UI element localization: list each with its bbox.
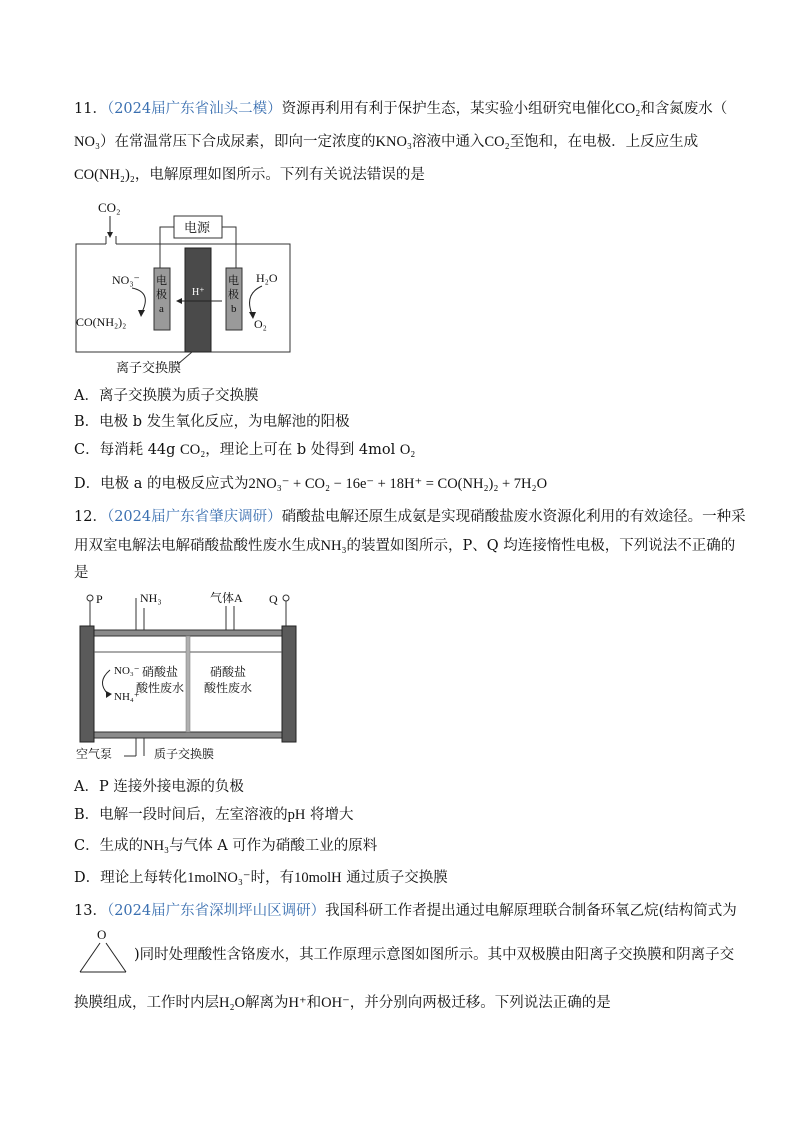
q11-option-c: [74, 440, 415, 460]
chem-co2-2: CO₂: [484, 134, 510, 150]
q12-curve-arrow: [102, 670, 110, 694]
q12-line-2: [74, 536, 735, 556]
q12-option-a: A．P 连接外接电源的负极: [74, 779, 244, 795]
q11-fig-h2o: H₂O: [256, 271, 278, 285]
q11-electrode-b-label-3: b: [231, 303, 237, 315]
q11-line-3: [74, 165, 425, 185]
q12-source: （2024届广东省肇庆调研）: [106, 509, 282, 525]
chem-nh3: NH₃: [320, 538, 347, 554]
q12-fig-air-pump: 空气泵: [76, 747, 113, 761]
q12-fig-nh4: NH₄⁺: [114, 691, 140, 703]
q13-text-3c: 和: [306, 995, 322, 1011]
q12-curve-arrowhead: [106, 691, 112, 698]
q12-terminal-p: [87, 595, 93, 601]
q11-text-2d: 至饱和，在电极．上反应生成: [509, 134, 699, 150]
q12-number: 12．: [74, 509, 107, 525]
chem-mol-no3: 1molNO₃⁻: [187, 870, 251, 886]
epoxide-oxygen: O: [97, 927, 107, 942]
q12-fig-p: P: [96, 592, 103, 606]
chem-h-plus: H⁺: [288, 995, 307, 1011]
q12-fig-membrane-label: 质子交换膜: [154, 747, 215, 761]
epoxide-bond-left: [80, 943, 100, 972]
q11-number: 11．: [74, 101, 107, 117]
q12-text-2a: 用双室电解法电解硝酸盐酸性废水生成: [74, 538, 321, 554]
chem-equation-d: 2NO₃⁻ + CO₂ − 16e⁻ + 18H⁺ = CO(NH₂)₂ + 7H₂O: [248, 476, 548, 492]
chem-o2: O₂: [399, 442, 416, 458]
q11-fig-co2: CO₂: [98, 200, 121, 215]
chem-oh-minus: OH⁻: [321, 995, 350, 1011]
q11-fig-power: 电源: [184, 220, 211, 235]
q12-bottom-wall: [94, 732, 284, 738]
q11-option-d-1: D．电极 a 的电极反应式为: [74, 476, 249, 492]
q13-text-3b: 解离为: [245, 995, 289, 1011]
q12-line-3: 是: [74, 565, 89, 581]
q13-line-1: [74, 901, 737, 921]
q11-curve-arrow-right: [250, 286, 262, 314]
chem-h2o: H₂O: [219, 995, 245, 1011]
q12-fig-right-1: 硝酸盐: [210, 665, 247, 679]
q11-co2-arrowhead: [107, 232, 113, 238]
q13-text-3d: ，并分别向两极迁移。下列说法正确的是: [349, 995, 611, 1011]
q12-option-d: [74, 868, 448, 888]
q12-option-d-1: D．理论上每转化: [74, 870, 188, 886]
q12-electrode-left: [80, 626, 94, 742]
q11-source: （2024届广东省汕头二模）: [106, 101, 282, 117]
epoxide-structure: [74, 926, 134, 978]
q12-fig-left-1: 硝酸盐: [142, 665, 179, 679]
chem-co2-3: CO₂: [180, 442, 206, 458]
q12-fig-gas-a: 气体A: [210, 591, 243, 605]
q12-option-c: [74, 836, 377, 856]
q12-fig-right-2: 酸性废水: [204, 681, 253, 695]
q11-ion-exchange-membrane: [185, 248, 211, 352]
q11-cell-box: [76, 244, 290, 352]
chem-urea: CO(NH₂)₂: [74, 167, 135, 183]
q12-option-b-1: B．电解一段时间后，左室溶液的: [74, 807, 288, 823]
q12-option-c-1: C．生成的: [74, 838, 144, 854]
q12-option-b: [74, 805, 354, 825]
q12-line-1: [74, 507, 746, 527]
q11-option-c-2: ，理论上可在 b 处得到 4mol: [205, 442, 396, 458]
q11-wire-left: [160, 227, 174, 268]
q12-option-c-2: 与气体 A 可作为硝酸工业的原料: [169, 838, 378, 854]
q13-text-1a: 我国科研工作者提出通过电解原理联合制备环氧乙烷(结构简式为: [325, 903, 737, 919]
q12-top-wall: [94, 630, 284, 636]
q12-proton-exchange-membrane: [186, 636, 190, 732]
q11-option-c-1: C．每消耗 44g: [74, 442, 176, 458]
q11-electrolysis-diagram: [72, 196, 302, 376]
q13-source: （2024届广东省深圳坪山区调研）: [106, 903, 326, 919]
q12-fig-left-2: 酸性废水: [136, 681, 185, 695]
q12-fig-no3: NO₃⁻: [114, 665, 140, 677]
q12-option-d-3: 通过质子交换膜: [346, 870, 448, 886]
q11-fig-h: H⁺: [192, 287, 205, 298]
chem-co2: CO₂: [615, 101, 641, 117]
q11-electrode-b-label-1: 电: [228, 275, 239, 287]
q11-electrode-a-label-3: a: [159, 303, 164, 315]
q13-text-3a: 换膜组成，工作时内层: [74, 995, 219, 1011]
q11-curve-arrowhead-left: [138, 310, 145, 317]
q11-proton-arrowhead: [176, 298, 182, 304]
epoxide-bond-right: [106, 943, 126, 972]
q13-number: 13．: [74, 903, 107, 919]
q12-terminal-q: [283, 595, 289, 601]
q12-text-2b: 的装置如图所示，P、Q 均连接惰性电极，下列说法不正确的: [346, 538, 736, 554]
q11-fig-urea: CO(NH₂)₂: [76, 315, 127, 329]
q13-line-2: )同时处理酸性含铬废水，其工作原理示意图如图所示。其中双极膜由阳离子交换膜和阴离子交: [134, 947, 735, 963]
chem-mol-h: 10molH: [294, 870, 342, 886]
q11-electrode-a-label-1: 电: [156, 275, 167, 287]
chem-no3: NO₃: [74, 134, 100, 150]
q11-option-d: [74, 474, 547, 494]
q11-text-1b: 和含氮废水（: [640, 101, 728, 117]
q11-text-1a: 资源再利用有利于保护生态，某实验小组研究电催化: [281, 101, 616, 117]
q12-text-1a: 硝酸盐电解还原生成氨是实现硝酸盐废水资源化利用的有效途径。一种采: [281, 509, 746, 525]
q11-curve-arrow-left: [132, 288, 145, 312]
q11-text-2c: 溶液中通入: [411, 134, 485, 150]
q12-electrode-right: [282, 626, 296, 742]
q12-option-d-2: 时，有: [250, 870, 295, 886]
q11-option-a: A．离子交换膜为质子交换膜: [74, 388, 259, 404]
q11-wire-right: [222, 227, 236, 268]
q12-electrolysis-diagram: [74, 588, 304, 768]
q11-line-1: [74, 99, 727, 119]
q11-option-b: B．电极 b 发生氧化反应，为电解池的阳极: [74, 414, 350, 430]
q13-line-3: [74, 993, 611, 1013]
q11-text-3b: ，电解原理如图所示。下列有关说法错误的是: [134, 167, 425, 183]
chem-kno3: KNO₃: [375, 134, 412, 150]
q11-line-2: [74, 132, 698, 152]
q11-electrode-b-label-2: 极: [228, 289, 239, 301]
q11-electrode-a-label-2: 极: [156, 289, 167, 301]
q12-fig-q: Q: [269, 592, 278, 606]
q11-fig-membrane-label: 离子交换膜: [116, 360, 182, 375]
q11-text-2b: ）在常温常压下合成尿素，即向一定浓度的: [100, 134, 376, 150]
q11-fig-no3: NO₃⁻: [112, 273, 140, 287]
q11-fig-o2: O₂: [254, 317, 267, 331]
chem-nh3-2: NH₃: [143, 838, 170, 854]
q12-option-b-2: 将增大: [310, 807, 354, 823]
chem-ph: pH: [287, 807, 306, 823]
q12-fig-nh3: NH₃: [140, 591, 162, 605]
